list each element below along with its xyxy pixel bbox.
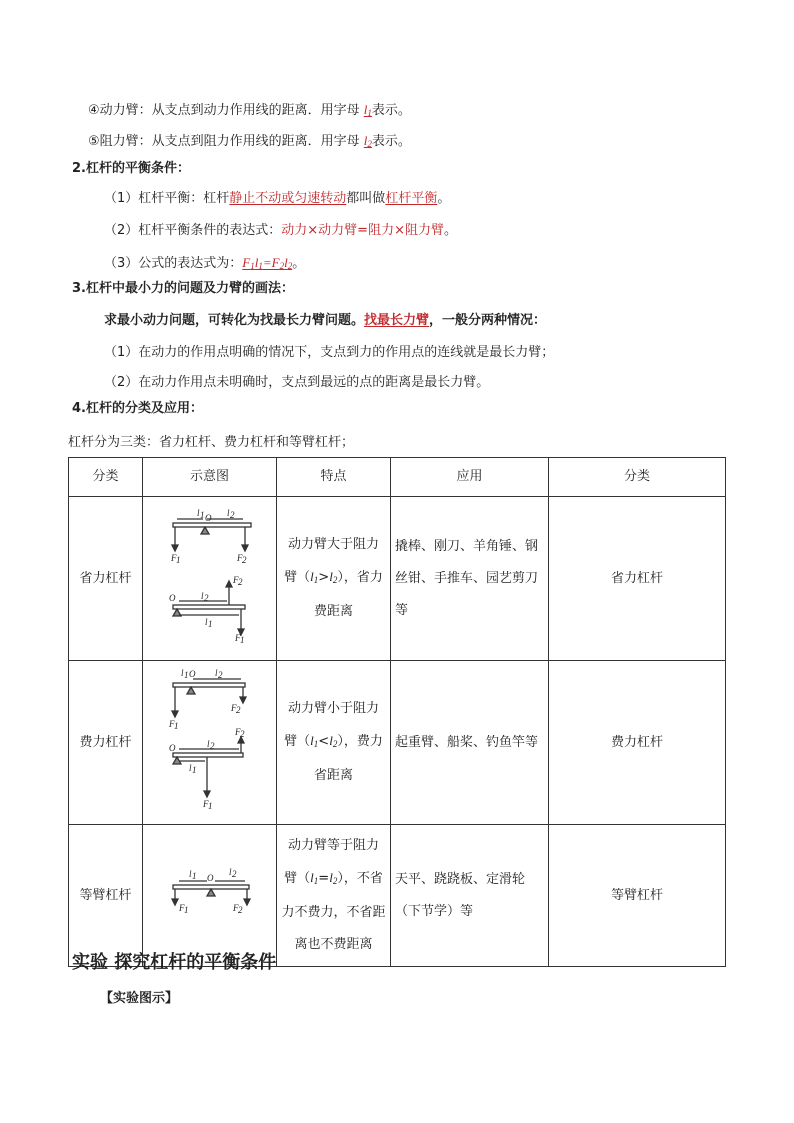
line-intro: 杠杆分为三类：省力杠杆、费力杠杆和等臂杠杆； — [68, 435, 355, 450]
svg-text:F: F — [170, 553, 176, 563]
svg-text:O: O — [188, 669, 195, 679]
svg-text:O: O — [168, 593, 175, 603]
svg-text:F: F — [234, 727, 240, 737]
formula: $F_1l_1=F_2l_2$ — [242, 255, 293, 271]
diagram-cell — [143, 661, 277, 825]
table-row — [69, 497, 726, 661]
table-row — [69, 825, 726, 967]
header-category: 分类 — [69, 458, 143, 497]
header-feature: 特点 — [277, 458, 391, 497]
svg-text:F: F — [178, 903, 184, 913]
svg-text:O: O — [204, 513, 211, 523]
lever-table — [68, 457, 726, 967]
row-category-2: 等臂杠杆 — [549, 825, 726, 967]
row-application: 撬棒、刚刀、羊角锤、钢 丝钳、手推车、园艺剪刀 等 — [391, 497, 549, 661]
row-category: 省力杠杆 — [69, 497, 143, 661]
row-feature: 动力臂等于阻力 臂$(l_1=l_2)$，不省 力不费力，不省距 离也不费距离 — [277, 825, 391, 967]
line-case-2: （2）在动力作用点未明确时，支点到最远的点的距离是最长力臂。 — [104, 375, 490, 390]
svg-text:l: l — [188, 763, 192, 773]
line-balance-expr: （2）杠杆平衡条件的表达式：动力×动力臂=阻力×阻力臂。 — [104, 223, 457, 238]
svg-text:2: 2 — [229, 510, 234, 520]
line-balance-def: （1）杠杆平衡：杠杆静止不动或匀速转动都叫做杠杆平衡。 — [104, 191, 451, 206]
svg-text:O: O — [168, 743, 175, 753]
row-application: 天平、跷跷板、定滑轮 （下节学）等 — [391, 825, 549, 967]
line-power-arm: ④动力臂：从支点到动力作用线的距离．用字母 $l_1$表示。 — [88, 102, 411, 118]
diagram-cell — [143, 497, 277, 661]
svg-text:1: 1 — [239, 635, 244, 645]
section-heading-2: 2.杠杆的平衡条件： — [72, 161, 190, 176]
row-category-2: 费力杠杆 — [549, 661, 726, 825]
lever-diagram-force-costing — [145, 661, 275, 811]
svg-text:1: 1 — [183, 905, 188, 915]
svg-text:1: 1 — [207, 619, 212, 629]
svg-text:F: F — [168, 719, 174, 729]
row-category: 费力杠杆 — [69, 661, 143, 825]
svg-text:F: F — [232, 575, 238, 585]
svg-text:2: 2 — [237, 577, 242, 587]
svg-text:O: O — [206, 873, 213, 883]
table-header-row — [69, 458, 726, 497]
svg-text:l: l — [196, 508, 200, 518]
svg-text:2: 2 — [217, 670, 222, 680]
header-category-2: 分类 — [549, 458, 726, 497]
svg-text:l: l — [228, 867, 232, 877]
svg-text:l: l — [206, 739, 210, 749]
row-feature: 动力臂大于阻力 臂$(l_1>l_2)$，省力 费距离 — [277, 497, 391, 661]
svg-text:F: F — [230, 703, 236, 713]
svg-text:l: l — [226, 508, 230, 518]
svg-text:2: 2 — [209, 741, 214, 751]
row-category: 等臂杠杆 — [69, 825, 143, 967]
svg-text:1: 1 — [199, 510, 204, 520]
svg-text:F: F — [202, 799, 208, 809]
line-formula: （3）公式的表达式为：$F_1l_1=F_2l_2$。 — [104, 255, 306, 271]
row-application: 起重臂、船桨、钓鱼竿等 — [391, 661, 549, 825]
svg-text:F: F — [232, 903, 238, 913]
svg-text:2: 2 — [239, 729, 244, 739]
svg-text:l: l — [204, 617, 208, 627]
symbol-l2: $l_2$ — [363, 133, 372, 149]
svg-text:F: F — [236, 553, 242, 563]
svg-text:2: 2 — [235, 705, 240, 715]
svg-text:2: 2 — [241, 555, 246, 565]
svg-text:1: 1 — [173, 721, 178, 731]
svg-text:2: 2 — [231, 869, 236, 879]
header-diagram: 示意图 — [143, 458, 277, 497]
line-min-force: 求最小动力问题，可转化为找最长力臂问题。找最长力臂，一般分两种情况： — [104, 313, 547, 328]
row-category-2: 省力杠杆 — [549, 497, 726, 661]
section-heading-4: 4.杠杆的分类及应用： — [72, 401, 203, 416]
lever-diagram-equal-arm — [145, 825, 275, 953]
header-application: 应用 — [391, 458, 549, 497]
svg-text:1: 1 — [191, 765, 196, 775]
svg-text:2: 2 — [203, 593, 208, 603]
svg-text:F: F — [234, 633, 240, 643]
svg-text:2: 2 — [237, 905, 242, 915]
svg-text:l: l — [200, 591, 204, 601]
svg-text:l: l — [180, 668, 184, 678]
experiment-heading: 实验 探究杠杆的平衡条件 — [72, 952, 277, 973]
symbol-l1: $l_1$ — [363, 102, 372, 118]
experiment-subheading: 【实验图示】 — [100, 991, 179, 1006]
row-feature: 动力臂小于阻力 臂$(l_1<l_2)$，费力 省距离 — [277, 661, 391, 825]
line-case-1: （1）在动力的作用点明确的情况下，支点到力的作用点的连线就是最长力臂； — [104, 345, 555, 360]
table-row — [69, 661, 726, 825]
lever-diagram-force-saving — [145, 497, 275, 647]
svg-text:1: 1 — [191, 871, 196, 881]
svg-text:l: l — [214, 668, 218, 678]
svg-text:l: l — [188, 869, 192, 879]
section-heading-3: 3.杠杆中最小力的问题及力臂的画法： — [72, 281, 294, 296]
svg-text:1: 1 — [175, 555, 180, 565]
svg-text:1: 1 — [183, 670, 188, 680]
svg-text:1: 1 — [207, 801, 212, 811]
diagram-cell — [143, 825, 277, 967]
line-resistance-arm: ⑤阻力臂：从支点到阻力作用线的距离．用字母 $l_2$表示。 — [88, 133, 411, 149]
